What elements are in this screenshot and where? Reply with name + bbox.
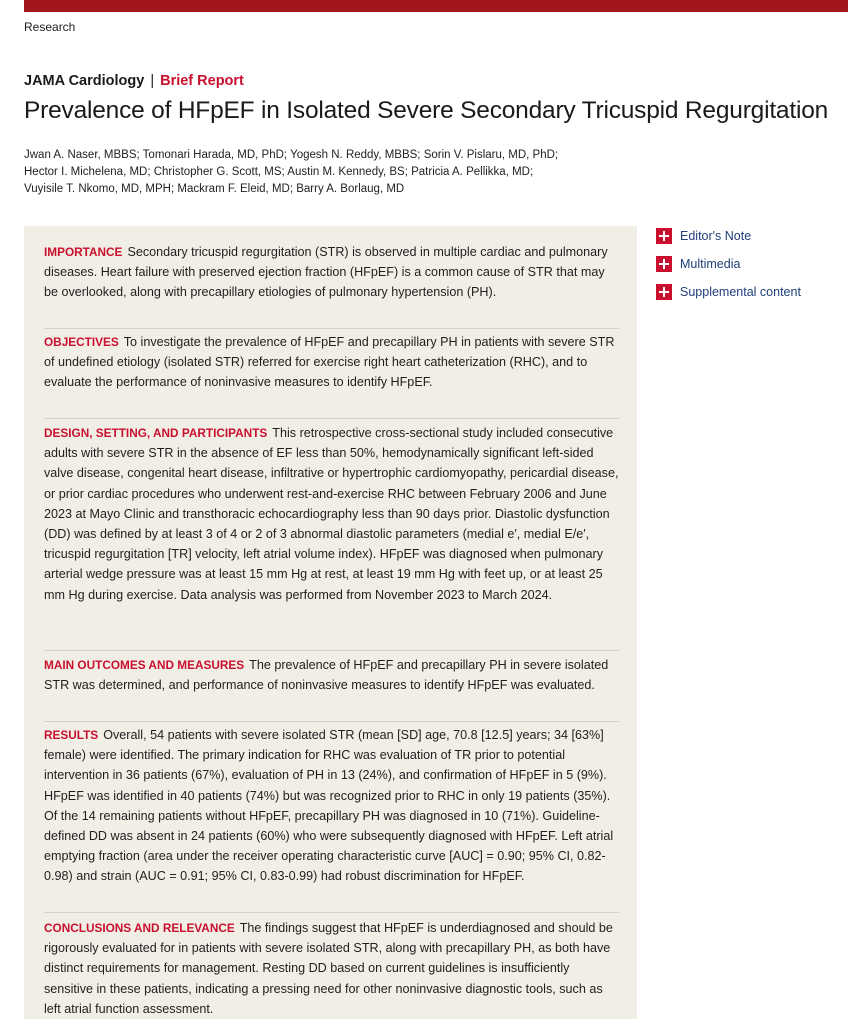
abstract-importance	[44, 242, 619, 303]
section-text: This retrospective cross-sectional study included consecutive adults with severe STR in the absence of EF less than 50%, hemodynamically significant left-sided valve disease, congenital heart disease, infiltrative or hypertrophic cardiomyopathy, pericardial disease, or prior cardiac procedures who underwent rest-and-exercise RHC between February 2006 and June 2023 at Mayo Clinic and transthoracic echocardiography less than 90 days prior. Diastolic dysfunction (DD) was defined by at least 3 of 4 or 2 of 3 abnormal diastolic parameters (medial e′, medial E/e′, tricuspid regurgitation [TR] velocity, left atrial volume index). HFpEF was diagnosed when pulmonary arterial wedge pressure was at least 15 mm Hg at rest, at least 19 mm Hg with feet up, or at least 25 mm Hg during exercise. Data analysis was performed from November 2023 to March 2024.	[44, 426, 619, 602]
abstract-conclusions	[44, 918, 619, 1019]
top-brand-bar	[24, 0, 848, 12]
abstract-objectives	[44, 332, 619, 393]
author-line: Hector I. Michelena, MD; Christopher G. Scott, MS; Austin M. Kennedy, BS; Patricia A. Pellikka, MD;	[24, 166, 534, 178]
author-line: Jwan A. Naser, MBBS; Tomonari Harada, MD, PhD; Yogesh N. Reddy, MBBS; Sorin V. Pislaru, MD, PhD;	[24, 149, 559, 161]
section-heading: OBJECTIVES	[44, 335, 119, 349]
divider	[44, 418, 619, 419]
editors-note-link[interactable]	[656, 222, 801, 250]
journal-separator: |	[150, 73, 155, 89]
plus-icon	[656, 256, 672, 272]
abstract-box	[24, 226, 637, 1019]
article-type: Brief Report	[160, 73, 244, 89]
journal-line	[24, 73, 244, 89]
abstract-outcomes	[44, 655, 619, 695]
journal-name: JAMA Cardiology	[24, 73, 145, 89]
related-content-sidebar	[656, 222, 801, 306]
divider	[44, 912, 619, 913]
abstract-results	[44, 725, 619, 887]
multimedia-link[interactable]	[656, 250, 801, 278]
link-label: Multimedia	[680, 257, 741, 271]
author-list	[24, 147, 604, 198]
section-heading: CONCLUSIONS AND RELEVANCE	[44, 921, 235, 935]
supplemental-content-link[interactable]	[656, 278, 801, 306]
divider	[44, 650, 619, 651]
plus-icon	[656, 284, 672, 300]
plus-icon	[656, 228, 672, 244]
abstract-design	[44, 423, 619, 605]
section-text: To investigate the prevalence of HFpEF and precapillary PH in patients with severe STR of undefined etiology (isolated STR) referred for exercise right heart catheterization (RHC), and to evaluate the performance of noninvasive measures to identify HFpEF.	[44, 335, 615, 390]
author-line: Vuyisile T. Nkomo, MD, MPH; Mackram F. Eleid, MD; Barry A. Borlaug, MD	[24, 183, 405, 195]
divider	[44, 721, 619, 722]
link-label: Supplemental content	[680, 285, 801, 299]
article-title: Prevalence of HFpEF in Isolated Severe Secondary Tricuspid Regurgitation	[24, 97, 829, 124]
divider	[44, 328, 619, 329]
section-text: The findings suggest that HFpEF is underdiagnosed and should be rigorously evaluated for in patients with severe isolated STR, along with precapillary PH, as both have distinct requirements for management. Resting DD based on current guidelines is insufficiently sensitive in these patients, indicating a pressing need for other noninvasive diagnostic tools, such as left atrial function assessment.	[44, 921, 613, 1016]
section-text: Overall, 54 patients with severe isolated STR (mean [SD] age, 70.8 [12.5] years; 34 [63%] female) were identified. The primary indication for RHC was evaluation of TR prior to potential intervention in 36 patients (67%), evaluation of PH in 13 (24%), and confirmation of HFpEF in 5 (9%). HFpEF was identified in 40 patients (74%) but was recognized prior to RHC in only 19 patients (35%). Of the 14 remaining patients without HFpEF, precapillary PH was diagnosed in 10 (71%). Guideline-defined DD was absent in 24 patients (60%) who were subsequently diagnosed with HFpEF. Left atrial emptying fraction (area under the receiver operating characteristic curve [AUC] = 0.90; 95% CI, 0.82-0.98) and strain (AUC = 0.91; 95% CI, 0.83-0.99) had robust discrimination for HFpEF.	[44, 728, 614, 884]
section-heading: MAIN OUTCOMES AND MEASURES	[44, 658, 245, 672]
section-heading: RESULTS	[44, 728, 99, 742]
link-label: Editor's Note	[680, 229, 752, 243]
section-label: Research	[24, 20, 76, 34]
section-heading: DESIGN, SETTING, AND PARTICIPANTS	[44, 426, 268, 440]
section-text: Secondary tricuspid regurgitation (STR) is observed in multiple cardiac and pulmonary diseases. Heart failure with preserved ejection fraction (HFpEF) is a common cause of STR that may be overlooked, along with precapillary etiologies of pulmonary hypertension (PH).	[44, 245, 608, 300]
section-heading: IMPORTANCE	[44, 245, 123, 259]
section-text: The prevalence of HFpEF and precapillary PH in severe isolated STR was determined, and performance of noninvasive measures to identify HFpEF was evaluated.	[44, 658, 609, 693]
